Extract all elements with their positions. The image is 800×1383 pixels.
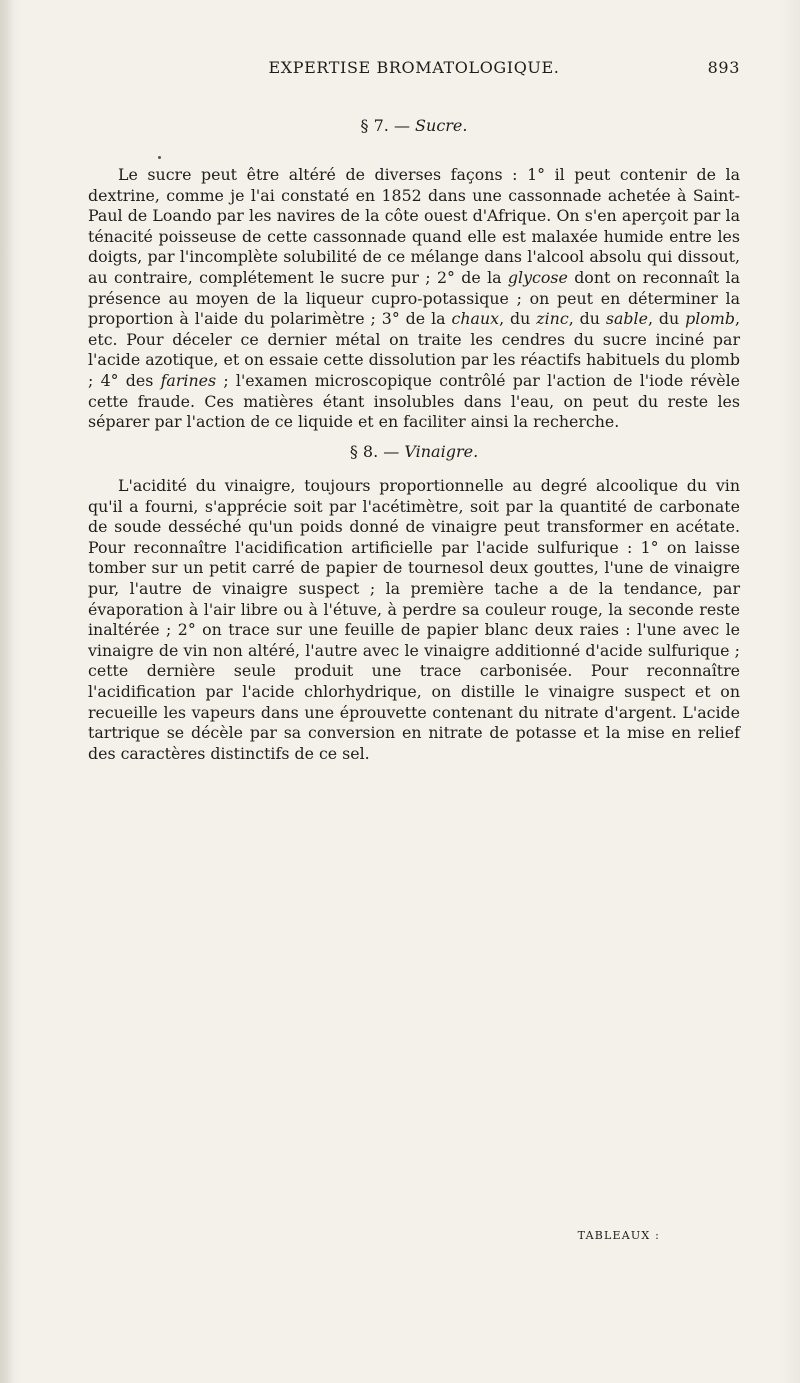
text-run: , etc. Pour déceler ce dernier métal on traite les cendres du sucre inciné par l'acide azotique, et on essaie cette dissolution par les réactifs habituels du plomb ; 4° des [88, 309, 740, 390]
page-number: 893 [707, 58, 740, 77]
italic-term: glycose [507, 267, 568, 287]
text-run: Le sucre peut être altéré de diverses façons : 1° il peut contenir de la dextrine, comme je l'ai constaté en 1852 dans une cassonnade achetée à Saint-Paul de Loando par les navires de la côte ouest d'Afrique. On s'en aperçoit par la ténacité poisseuse de cette cassonnade quand elle est malaxée humide entre les doigts, par l'incomplète solubilité de ce mélange dans l'alcool absolu qui dissout, au contraire, complétement le sucre pur ; 2° de la [88, 165, 740, 287]
section-8-title: Vinaigre. [404, 442, 479, 461]
italic-term: chaux [451, 309, 500, 329]
text-run: ; l'examen microscopique contrôlé par l'action de l'iode révèle cette fraude. Ces matières étant insolubles dans l'eau, on peut du reste les séparer par l'action de ce liquide et en faciliter ainsi la recherche. [88, 370, 740, 432]
ink-speck [158, 156, 161, 159]
italic-term: zinc [536, 309, 569, 329]
section-7-title: Sucre. [415, 116, 468, 135]
text-run: , du [568, 309, 606, 329]
section-7-paragraph [88, 165, 740, 433]
running-title: EXPERTISE BROMATOLOGIQUE. [268, 58, 560, 77]
gutter-shadow [0, 0, 14, 1383]
running-head [88, 58, 740, 82]
section-8-paragraph [88, 476, 740, 764]
italic-term: farines [160, 370, 217, 390]
section-8-heading [88, 442, 740, 461]
catchword: TABLEAUX : [577, 1229, 660, 1242]
section-8-number: § 8. — [349, 442, 405, 461]
text-run: L'acidité du vinaigre, toujours proportionnelle au degré alcoolique du vin qu'il a fourni, s'apprécie soit par l'acétimètre, soit par la quantité de carbonate de soude desséché qu'un poids donné de vinaigre peut transformer en acétate. Pour reconnaître l'acidification artificielle par l'acide sulfurique : 1° on laisse tomber sur un petit carré de papier de tournesol deux gouttes, l'une de vinaigre pur, l'autre de vinaigre suspect ; la première tache a de la tendance, par évaporation à l'air libre ou à l'étuve, à perdre sa couleur rouge, la seconde reste inaltérée ; 2° on trace sur une feuille de papier blanc deux raies : l'une avec le vinaigre de vin non altéré, l'autre avec le vinaigre additionné d'acide sulfurique ; cette dernière seule produit une trace carbonisée. Pour reconnaître l'acidification par l'acide chlorhydrique, on distille le vinaigre suspect et on recueille les vapeurs dans une éprouvette contenant du nitrate d'argent. L'acide tartrique se décèle par sa conversion en nitrate de potasse et la mise en relief des caractères distinctifs de ce sel. [88, 476, 740, 763]
italic-term: plomb [685, 309, 735, 329]
text-run: , du [499, 309, 537, 329]
text-run: , du [647, 309, 686, 329]
text-run: dont on reconnaît la présence au moyen de la liqueur cupro-potassique ; on peut en déterminer la proportion à l'aide du polarimètre ; 3° de la [88, 267, 741, 329]
italic-term: sable [605, 309, 648, 329]
section-7-number: § 7. — [360, 116, 416, 135]
section-7-heading [88, 116, 740, 135]
